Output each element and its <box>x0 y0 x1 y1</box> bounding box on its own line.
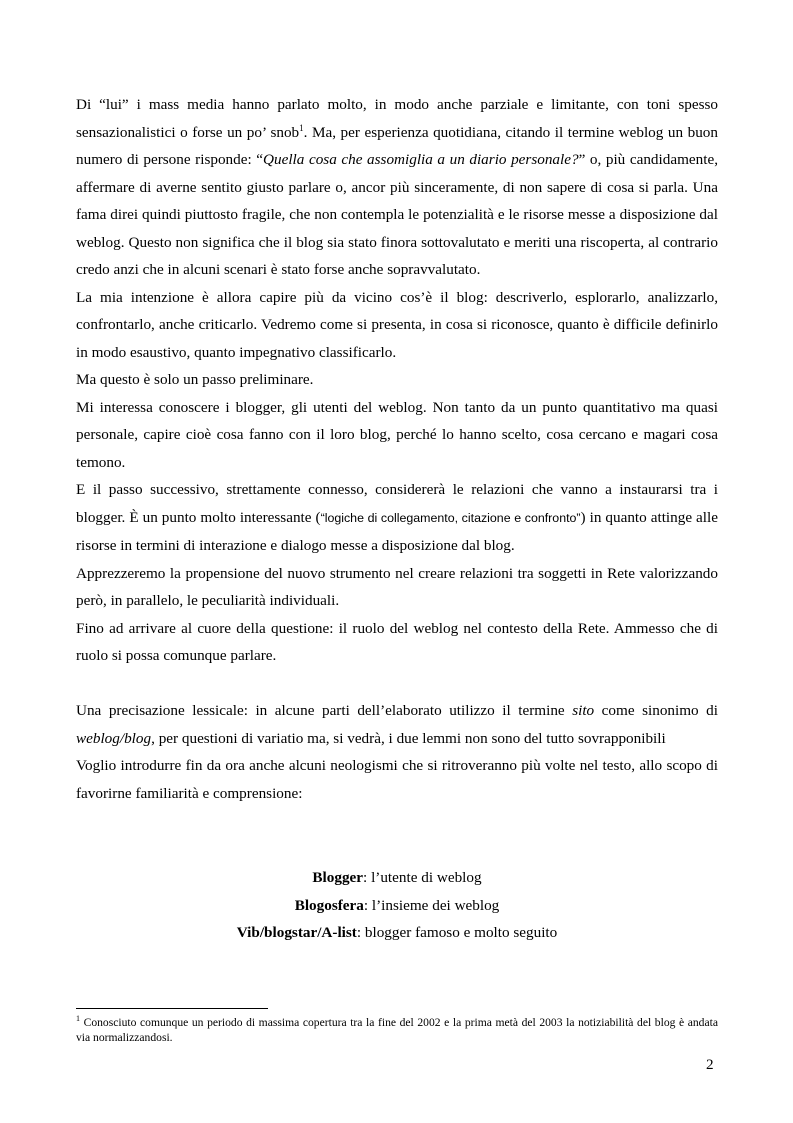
definition-item <box>76 919 718 947</box>
definitions-list <box>76 864 718 947</box>
quote-text: Quella cosa che assomiglia a un diario personale? <box>263 151 579 168</box>
paragraph-9: Voglio introdurre fin da ora anche alcuni neologismi che si ritroveranno più volte nel testo, allo scopo di favorirne familiarità e comprensione: <box>76 757 718 802</box>
paragraph-8: Una precisazione lessicale: in alcune parti dell’elaborato utilizzo il termine sito come sinonimo di weblog/blog, per questioni di variatio ma, si vedrà, i due lemmi non sono del tutto sovrapponibili <box>76 702 718 747</box>
paragraph-2: La mia intenzione è allora capire più da vicino cos’è il blog: descriverlo, esplorarlo, analizzarlo, confrontarlo, anche criticarlo. Vedremo come si presenta, in cosa si riconosce, quanto è difficile definirlo in modo esaustivo, quanto impegnativo classificarlo. <box>76 288 718 361</box>
definition-text: : l’insieme dei weblog <box>363 896 500 914</box>
paragraph-3: Ma questo è solo un passo preliminare. <box>76 371 314 388</box>
page-number: 2 <box>706 1056 714 1073</box>
definition-item <box>76 892 718 920</box>
footnote-text: Conosciuto comunque un periodo di massima copertura tra la fine del 2002 e la prima metà del 2003 la notiziabilità del blog è andata via normalizzandosi. <box>76 1016 718 1045</box>
definition-item <box>76 864 718 892</box>
definition-term: Vib/blogstar/A-list <box>236 924 357 941</box>
term-weblog: weblog/blog <box>76 729 152 747</box>
footnote-ref[interactable]: 1 <box>299 122 304 133</box>
paragraph-4: Mi interessa conoscere i blogger, gli utenti del weblog. Non tanto da un punto quantitativo ma quasi personale, capire cioè cosa fanno con il loro blog, perché lo hanno scelto, cosa cercano e magari cosa temono. <box>76 398 718 471</box>
paragraph-6: Apprezzeremo la propensione del nuovo strumento nel creare relazioni tra soggetti in Rete valorizzando però, in parallelo, le peculiarità individuali. <box>76 564 718 609</box>
paragraph-5: E il passo successivo, strettamente connesso, considererà le relazioni che vanno a instaurarsi tra i blogger. È un punto molto interessante (“logiche di collegamento, citazione e confronto”) in quanto attinge alle risorse in termini di interazione e dialogo messe a disposizione dal blog. <box>76 481 718 554</box>
paragraph-1: Di “lui” i mass media hanno parlato molto, in modo anche parziale e limitante, con toni spesso sensazionalistici o forse un po’ snob$^1$. Ma, per esperienza quotidiana, citando il termine weblog un buon numero di persone risponde: “Quella cosa che assomiglia a un diario personale?” o, più candidamente, affermare di averne sentito giusto parlare o, ancor più sinceramente, di non sapere di cosa si parla. Una fama direi quindi piuttosto fragile, che non contempla le potenzialità e le risorse messe a disposizione dal weblog. Questo non significa che il blog sia stato finora sottovalutato e meriti una riscoperta, al contrario credo anzi che in alcuni scenari è stato forse anche sopravvalutato. <box>76 96 718 278</box>
definition-term: Blogosfera <box>294 896 364 914</box>
definition-text: : blogger famoso e molto seguito <box>356 924 558 941</box>
body-text <box>76 91 718 807</box>
footnote-divider <box>76 1008 268 1009</box>
definition-term: Blogger <box>312 869 364 886</box>
paragraph-gap <box>76 670 718 698</box>
paragraph-7: Fino ad arrivare al cuore della questione: il ruolo del weblog nel contesto della Rete. Ammesso che di ruolo si possa comunque parlare. <box>76 619 718 664</box>
footnote-number: 1 <box>76 1014 80 1023</box>
sans-quote: “logiche di collegamento, citazione e confronto” <box>320 510 581 525</box>
definition-text: : l’utente di weblog <box>363 869 482 886</box>
footnote <box>76 1015 718 1046</box>
term-sito: sito <box>572 702 595 719</box>
